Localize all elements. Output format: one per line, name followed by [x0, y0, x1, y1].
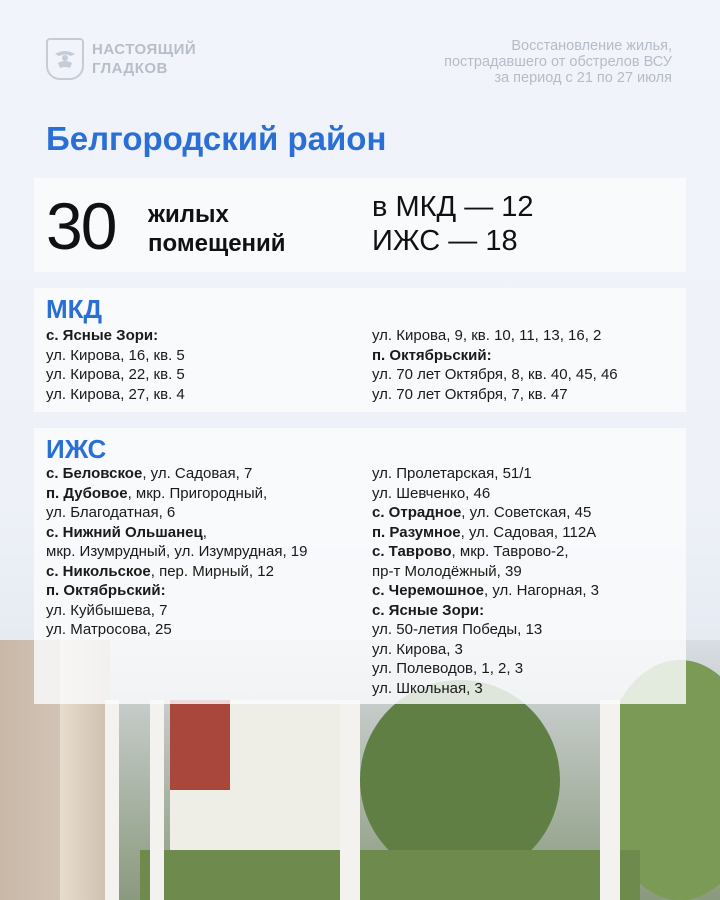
izhs-title: ИЖС	[46, 434, 107, 464]
mkd-right-column	[372, 326, 618, 404]
address-text: ул. Кирова, 3	[372, 640, 463, 658]
subtitle-line: Восстановление жилья,	[511, 38, 672, 54]
izhs-left-column	[46, 464, 307, 640]
izhs-count: ИЖС — 18	[372, 225, 518, 257]
total-label-line: жилых	[148, 201, 229, 228]
address-line	[372, 523, 599, 543]
total-count: 30	[46, 189, 116, 263]
subtitle-line: за период с 21 по 27 июля	[494, 70, 672, 86]
belgorod-coat-of-arms-icon	[46, 38, 84, 80]
address-text: ул. 70 лет Октября, 8, кв. 40, 45, 46	[372, 366, 618, 383]
locality-name: с. Ясные Зори:	[46, 327, 159, 344]
address-text: ул. Пролетарская, 51/1	[372, 465, 532, 482]
locality-name: с. Черемошное	[372, 582, 484, 599]
address-line	[46, 346, 185, 366]
brand-line-2: ГЛАДКОВ	[92, 60, 168, 77]
address-text: ,	[202, 523, 207, 541]
address-text: , мкр. Пригородный,	[127, 484, 268, 502]
subtitle-line: пострадавшего от обстрелов ВСУ	[444, 54, 672, 70]
locality-name: п. Октябрьский:	[372, 346, 492, 364]
address-text: ул. 50-летия Победы, 13	[372, 621, 543, 638]
address-line	[46, 464, 307, 484]
address-line	[372, 620, 599, 640]
address-line	[372, 326, 618, 346]
address-text: пр-т Молодёжный, 39	[372, 562, 522, 580]
total-label	[148, 200, 286, 258]
address-line	[46, 365, 185, 385]
address-text: ул. Кирова, 22, кв. 5	[46, 366, 185, 383]
locality-name: п. Разумное	[372, 523, 461, 541]
address-text: ул. Шевченко, 46	[372, 484, 491, 502]
address-line	[46, 503, 307, 523]
address-line	[46, 601, 307, 621]
summary-breakdown	[372, 190, 534, 258]
window-frame	[600, 700, 620, 900]
address-text: ул. Кирова, 9, кв. 10, 11, 13, 16, 2	[372, 327, 602, 344]
address-line	[46, 542, 307, 562]
address-line	[46, 581, 307, 601]
window-frame	[150, 700, 164, 900]
address-line	[372, 679, 599, 699]
address-line	[372, 484, 599, 504]
address-line	[46, 562, 307, 582]
brand-line-1: НАСТОЯЩИЙ	[92, 41, 197, 58]
address-text: ул. Куйбышева, 7	[46, 601, 168, 619]
locality-name: п. Октябрьский:	[46, 582, 166, 599]
district-title: Белгородский район	[46, 120, 387, 157]
address-line	[46, 385, 185, 405]
address-line	[372, 562, 599, 582]
locality-name: с. Ясные Зори:	[372, 601, 485, 619]
header	[0, 0, 720, 110]
address-text: , ул. Садовая, 7	[142, 465, 253, 482]
address-line	[372, 601, 599, 621]
address-line	[46, 523, 307, 543]
address-line	[372, 659, 599, 679]
address-line	[372, 346, 618, 366]
address-line	[372, 503, 599, 523]
summary-card	[34, 178, 686, 272]
address-text: , пер. Мирный, 12	[150, 562, 274, 580]
address-line	[372, 464, 599, 484]
photo-grass	[140, 850, 640, 900]
window-frame	[105, 700, 119, 900]
locality-name: с. Отрадное	[372, 504, 462, 521]
mkd-card	[34, 288, 686, 412]
izhs-right-column	[372, 464, 599, 698]
address-line	[372, 365, 618, 385]
address-line	[46, 620, 307, 640]
address-text: мкр. Изумрудный, ул. Изумрудная, 19	[46, 543, 308, 560]
address-text: , ул. Садовая, 112А	[460, 523, 597, 541]
address-line	[372, 542, 599, 562]
address-line	[372, 385, 618, 405]
brand-name	[92, 40, 196, 78]
locality-name: с. Никольское	[46, 562, 151, 580]
address-text: ул. 70 лет Октября, 7, кв. 47	[372, 385, 568, 403]
address-text: , ул. Нагорная, 3	[484, 582, 600, 599]
total-label-line: помещений	[148, 230, 286, 257]
mkd-count: в МКД — 12	[372, 191, 534, 223]
photo-roof	[170, 700, 230, 790]
window-frame	[340, 700, 360, 900]
locality-name: с. Беловское	[46, 465, 143, 482]
address-text: ул. Школьная, 3	[372, 679, 483, 697]
address-text: , ул. Советская, 45	[461, 504, 592, 521]
address-line	[46, 326, 185, 346]
locality-name: с. Таврово	[372, 543, 452, 560]
address-line	[372, 581, 599, 601]
address-text: ул. Матросова, 25	[46, 621, 172, 638]
locality-name: п. Дубовое	[46, 484, 128, 502]
address-text: , мкр. Таврово-2,	[451, 543, 569, 560]
address-line	[372, 640, 599, 660]
address-text: ул. Благодатная, 6	[46, 504, 176, 521]
izhs-card	[34, 428, 686, 704]
address-text: ул. Кирова, 27, кв. 4	[46, 385, 185, 403]
header-subtitle	[352, 38, 672, 86]
mkd-title: МКД	[46, 294, 103, 324]
address-text: ул. Полеводов, 1, 2, 3	[372, 660, 524, 677]
mkd-left-column	[46, 326, 185, 404]
locality-name: с. Нижний Ольшанец	[46, 523, 203, 541]
address-text: ул. Кирова, 16, кв. 5	[46, 346, 185, 364]
address-line	[46, 484, 307, 504]
